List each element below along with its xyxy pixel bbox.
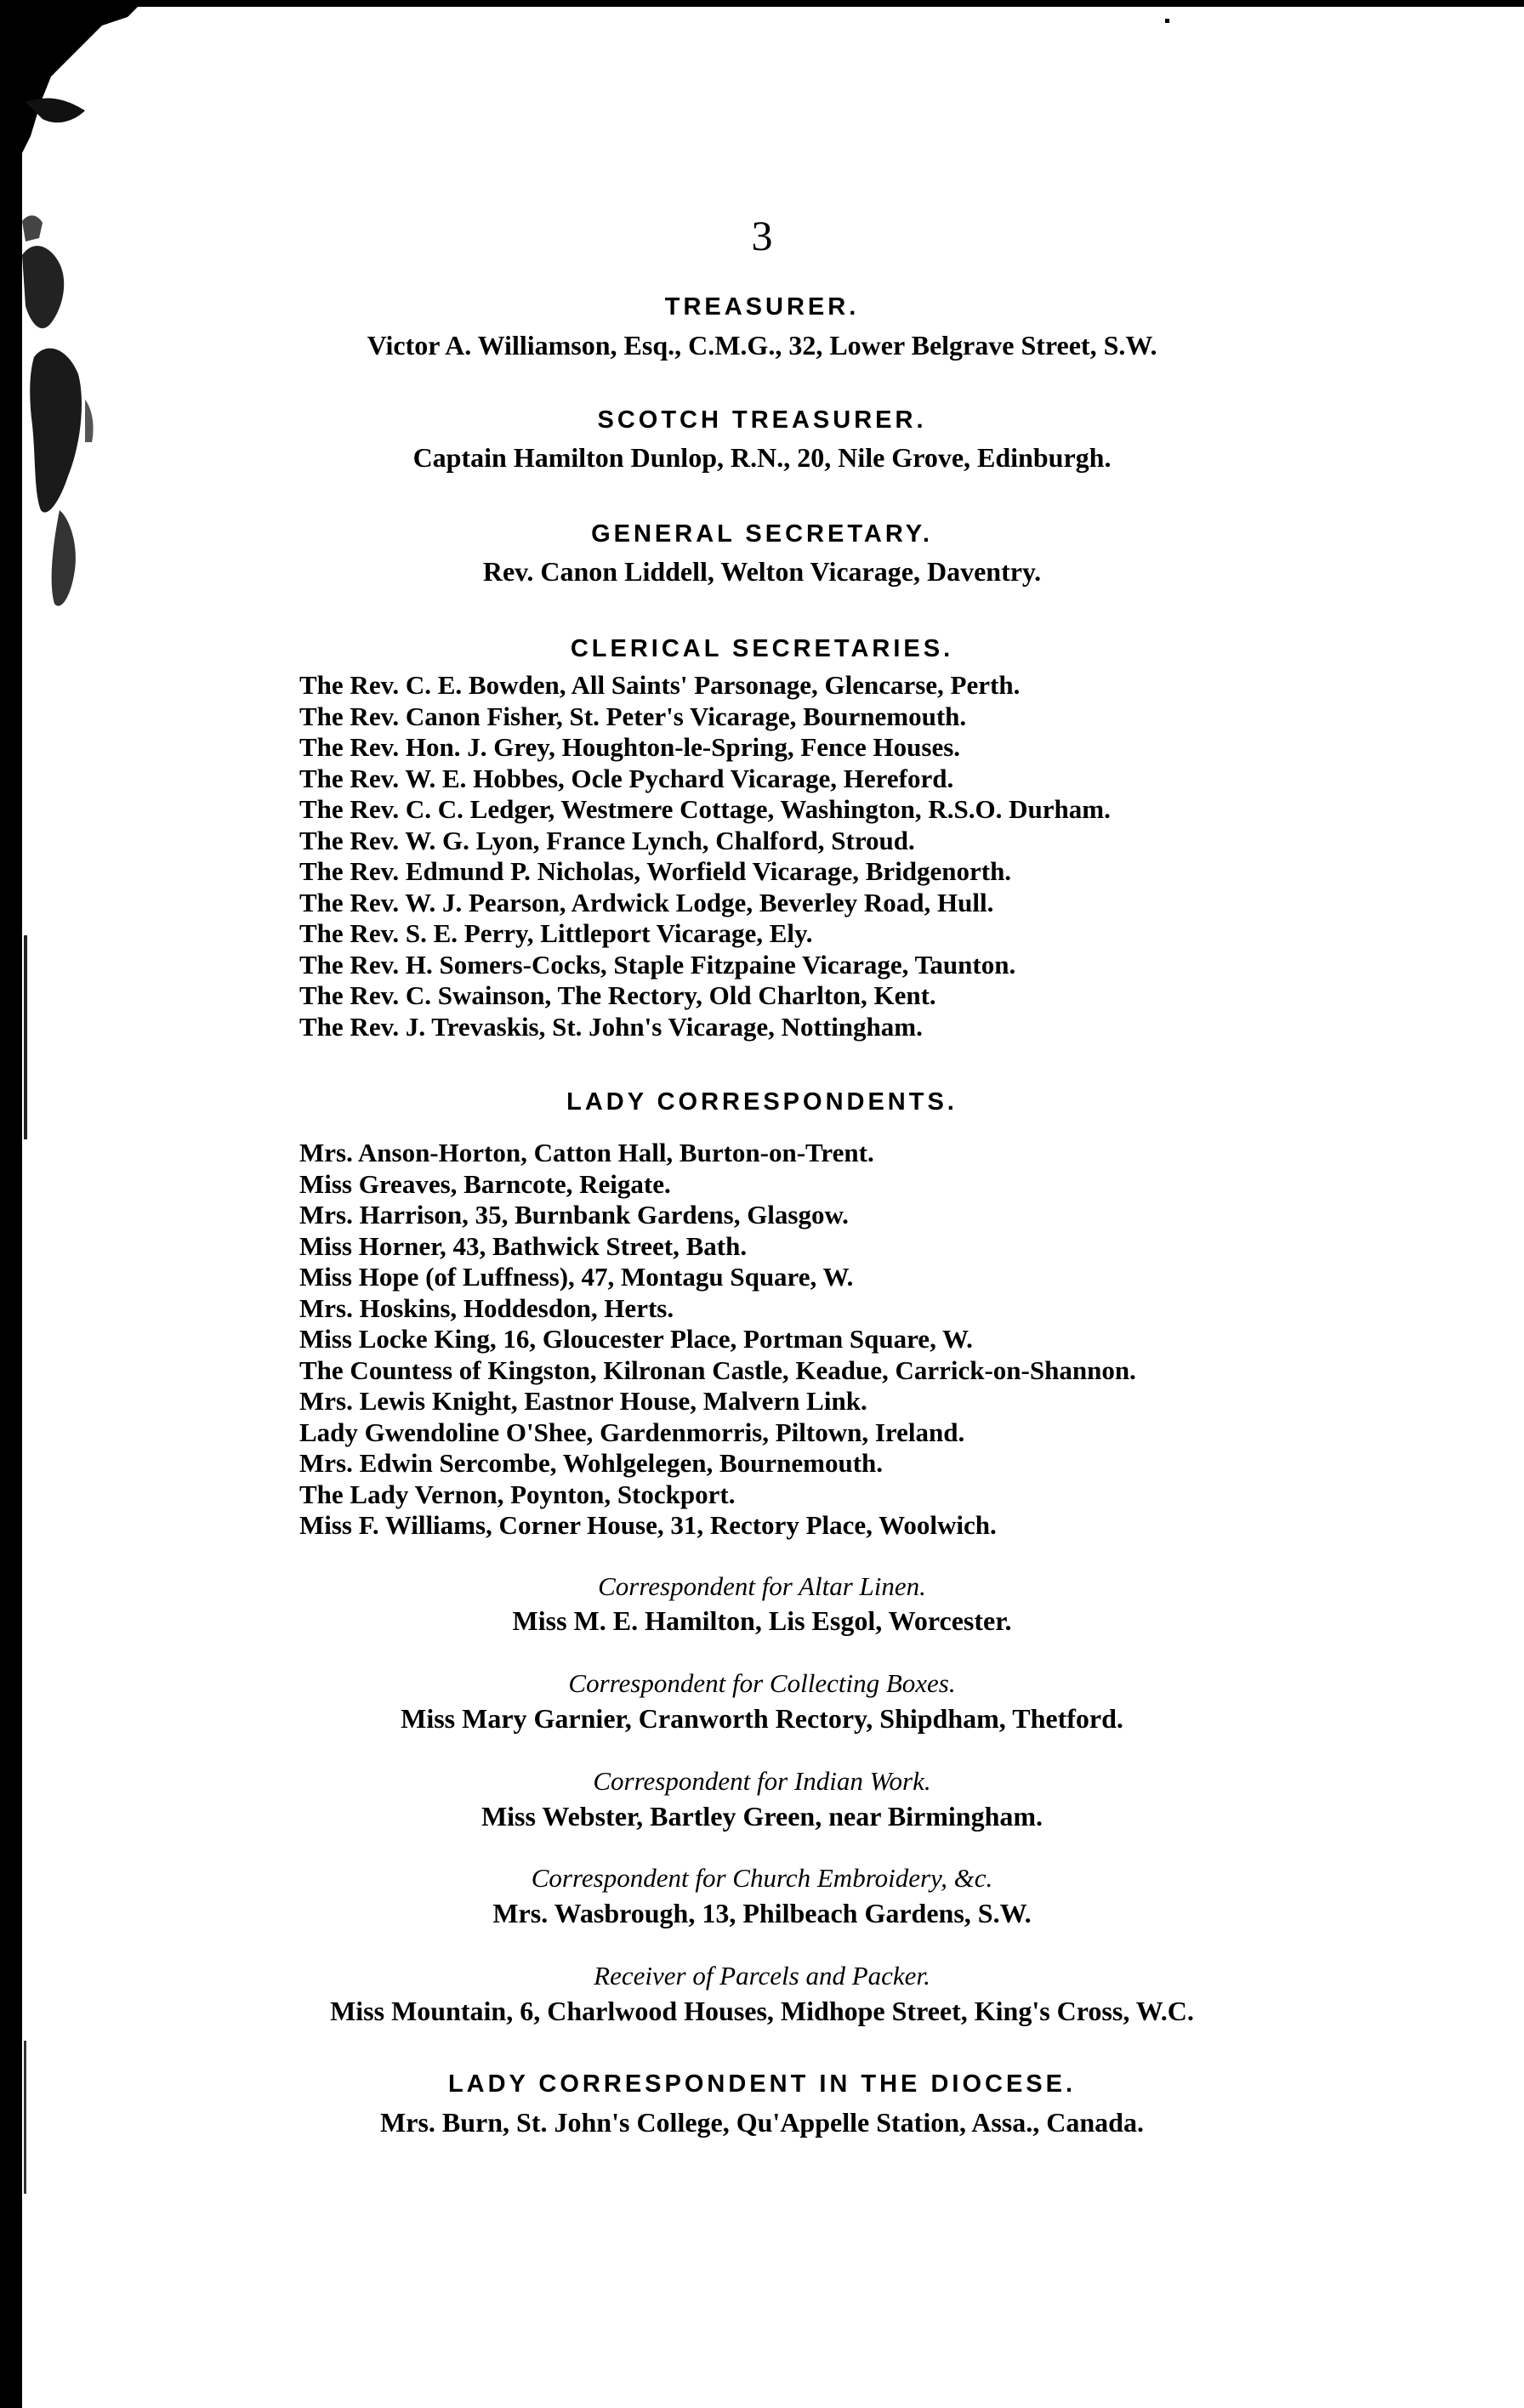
list-item: The Lady Vernon, Poynton, Stockport.	[299, 1479, 736, 1509]
lady-correspondents-list	[299, 1138, 1405, 1542]
list-item: The Rev. J. Trevaskis, St. John's Vicarage, Nottingham.	[299, 1011, 923, 1042]
list-item: The Countess of Kingston, Kilronan Castle, Keadue, Carrick-on-Shannon.	[299, 1354, 1136, 1385]
indian-work-entry: Miss Webster, Bartley Green, near Birmingham.	[481, 1801, 1043, 1832]
list-item: The Rev. C. C. Ledger, Westmere Cottage, Washington, R.S.O. Durham.	[299, 794, 1111, 824]
list-item: The Rev. W. E. Hobbes, Ocle Pychard Vicarage, Hereford.	[299, 763, 954, 793]
list-item: The Rev. W. J. Pearson, Ardwick Lodge, Beverley Road, Hull.	[299, 887, 994, 917]
scotch-treasurer-heading: SCOTCH TREASURER.	[597, 406, 927, 434]
page-number: 3	[751, 212, 773, 259]
diocese-entry: Mrs. Burn, St. John's College, Qu'Appelle Station, Assa., Canada.	[380, 2107, 1144, 2138]
list-item: Miss F. Williams, Corner House, 31, Rectory Place, Woolwich.	[299, 1510, 997, 1540]
parcels-entry: Miss Mountain, 6, Charlwood Houses, Midhope Street, King's Cross, W.C.	[330, 1996, 1194, 2026]
list-item: Miss Horner, 43, Bathwick Street, Bath.	[299, 1230, 748, 1261]
list-item: The Rev. Canon Fisher, St. Peter's Vicarage, Bournemouth.	[299, 701, 967, 731]
list-item: Mrs. Harrison, 35, Burnbank Gardens, Glasgow.	[299, 1200, 849, 1230]
list-item: The Rev. Edmund P. Nicholas, Worfield Vicarage, Bridgenorth.	[299, 856, 1012, 886]
list-item: Mrs. Lewis Knight, Eastnor House, Malvern Link.	[299, 1386, 867, 1416]
list-item: Mrs. Edwin Sercombe, Wohlgelegen, Bournemouth.	[299, 1448, 884, 1478]
treasurer-heading: TREASURER.	[664, 293, 860, 321]
clerical-secretaries-list	[299, 670, 1405, 1042]
list-item: The Rev. C. E. Bowden, All Saints' Parsonage, Glencarse, Perth.	[299, 670, 1021, 700]
diocese-heading: LADY CORRESPONDENT IN THE DIOCESE.	[447, 2070, 1077, 2098]
collecting-boxes-role: Correspondent for Collecting Boxes.	[568, 1668, 956, 1698]
treasurer-entry: Victor A. Williamson, Esq., C.M.G., 32, Lower Belgrave Street, S.W.	[367, 330, 1157, 361]
list-item: Miss Greaves, Barncote, Reigate.	[299, 1168, 671, 1199]
clerical-secretaries-heading: CLERICAL SECRETARIES.	[570, 635, 954, 662]
list-item: Mrs. Anson-Horton, Catton Hall, Burton-on-Trent.	[299, 1138, 874, 1167]
collecting-boxes-entry: Miss Mary Garnier, Cranworth Rectory, Shipdham, Thetford.	[401, 1703, 1123, 1734]
church-embroidery-role: Correspondent for Church Embroidery, &c.	[531, 1863, 993, 1893]
scotch-treasurer-entry: Captain Hamilton Dunlop, R.N., 20, Nile Grove, Edinburgh.	[412, 442, 1112, 473]
general-secretary-entry: Rev. Canon Liddell, Welton Vicarage, Daventry.	[482, 556, 1042, 587]
indian-work-role: Correspondent for Indian Work.	[593, 1766, 931, 1796]
lady-correspondents-heading: LADY CORRESPONDENTS.	[566, 1088, 958, 1116]
list-item: Lady Gwendoline O'Shee, Gardenmorris, Piltown, Ireland.	[299, 1417, 965, 1447]
list-item: The Rev. H. Somers-Cocks, Staple Fitzpaine Vicarage, Taunton.	[299, 949, 1016, 980]
list-item: The Rev. C. Swainson, The Rectory, Old Charlton, Kent.	[299, 980, 936, 1010]
general-secretary-heading: GENERAL SECRETARY.	[591, 520, 933, 548]
list-item: Miss Locke King, 16, Gloucester Place, Portman Square, W.	[299, 1324, 973, 1354]
list-item: The Rev. Hon. J. Grey, Houghton-le-Spring, Fence Houses.	[299, 732, 961, 762]
parcels-role: Receiver of Parcels and Packer.	[594, 1961, 930, 1991]
altar-linen-entry: Miss M. E. Hamilton, Lis Esgol, Worcester.	[512, 1605, 1012, 1636]
list-item: The Rev. W. G. Lyon, France Lynch, Chalford, Stroud.	[299, 825, 915, 855]
list-item: Mrs. Hoskins, Hoddesdon, Herts.	[299, 1292, 674, 1323]
list-item: Miss Hope (of Luffness), 47, Montagu Square, W.	[299, 1262, 854, 1292]
altar-linen-role: Correspondent for Altar Linen.	[598, 1571, 926, 1601]
list-item: The Rev. S. E. Perry, Littleport Vicarage, Ely.	[299, 918, 813, 948]
church-embroidery-entry: Mrs. Wasbrough, 13, Philbeach Gardens, S.W.	[492, 1898, 1032, 1928]
